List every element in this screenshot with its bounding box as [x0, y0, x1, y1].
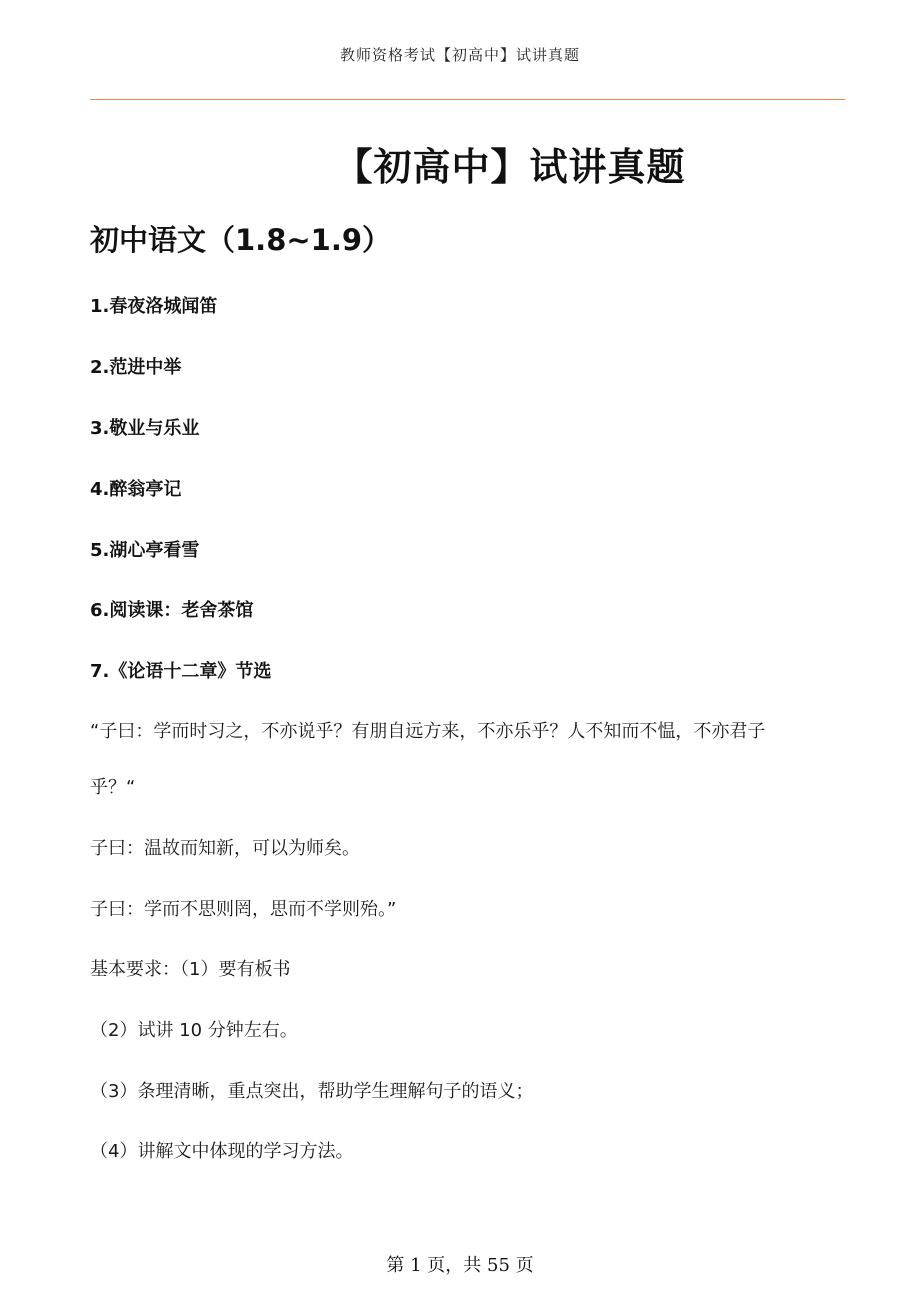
document-title: 【初高中】试讲真题 [334, 145, 686, 189]
list-item: 5.湖心亭看雪 [90, 540, 200, 561]
list-item: 7.《论语十二章》节选 [90, 661, 272, 682]
page-number: 第 1 页，共 55 页 [386, 1255, 534, 1276]
header-divider [90, 99, 845, 100]
requirement-line: （4）讲解文中体现的学习方法。 [90, 1141, 354, 1162]
list-item: 1.春夜洛城闻笛 [90, 296, 218, 317]
running-header: 教师资格考试【初高中】试讲真题 [339, 46, 580, 64]
list-item: 2.范进中举 [90, 357, 182, 378]
quote-line: “子曰：学而时习之，不亦说乎？有朋自远方来，不亦乐乎？人不知而不愠，不亦君子 [90, 721, 766, 742]
quote-line: 乎？“ [90, 777, 136, 798]
quote-line: 子曰：学而不思则罔，思而不学则殆。” [90, 899, 397, 920]
list-item: 4.醉翁亭记 [90, 479, 182, 500]
requirement-line: 基本要求：（1）要有板书 [90, 959, 291, 980]
list-item: 6.阅读课：老舍茶馆 [90, 600, 254, 621]
quote-line: 子曰：温故而知新，可以为师矣。 [90, 838, 360, 859]
requirement-line: （2）试讲 10 分钟左右。 [90, 1020, 298, 1041]
requirement-line: （3）条理清晰，重点突出，帮助学生理解句子的语义； [90, 1081, 534, 1102]
list-item: 3.敬业与乐业 [90, 418, 200, 439]
section-title: 初中语文（1.8~1.9） [90, 223, 392, 257]
